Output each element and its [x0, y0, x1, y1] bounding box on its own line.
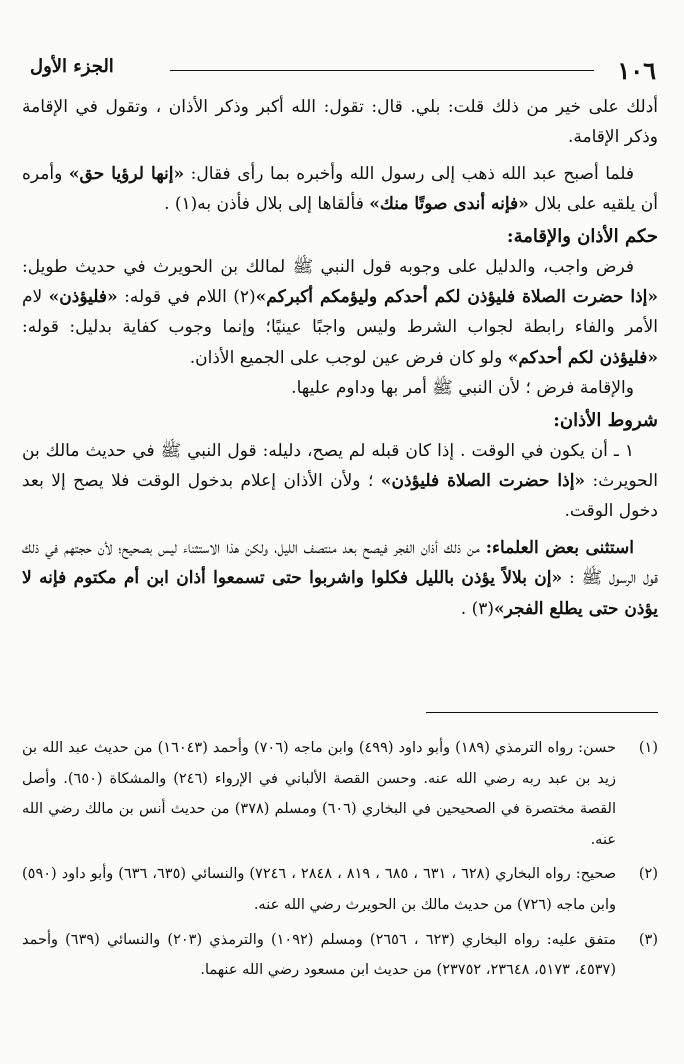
footnote-3 — [22, 925, 658, 986]
footnote-text: حسن: رواه الترمذي (١٨٩) وأبو داود (٤٩٩) وابن ماجه (٧٠٦) وأحمد (١٦٠٤٣) من حديث عبد الله بن زيد بن عبد ربه رضي الله عنه. وحسن القصة الألباني في الإرواء (٢٤٦) والمشكاة (٦٥٠). وأصل القصة مختصرة في الصحيحين في البخاري (٦٠٦) ومسلم (٣٧٨) من حديث أنس بن مالك رضي الله عنه. — [22, 740, 617, 848]
text-span: وأمره أن يلقيه على بلال — [22, 163, 658, 215]
main-text — [22, 92, 658, 624]
text-span: فلما أصبح عبد الله ذهب إلى رسول الله وأخبره بما رأى فقال: — [184, 163, 634, 184]
text-span: فألقاها إلى بلال فأذن به(١) . — [164, 194, 370, 215]
bold-lead: استثنى بعض العلماء: — [485, 537, 634, 558]
hadith-quote: «إن بلالاً يؤذن بالليل فكلوا واشربوا حتى تسمعوا أذان ابن أم مكتوم فإنه لا يؤذن حتى يطلع الفجر» — [22, 568, 658, 619]
footnote-rule — [426, 712, 658, 713]
footnotes — [22, 733, 658, 986]
text-span: لام الأمر والفاء رابطة لجواب الشرط وليس واجبًا عينيًا؛ وإنما وجوب كفاية بدليل: قوله: — [22, 287, 658, 338]
hadith-quote: «فليؤذن لكم أحدكم» — [507, 347, 658, 368]
hadith-quote: «إنها لرؤيا حق» — [68, 163, 185, 184]
page-header — [30, 50, 656, 86]
text-span: (٣) . — [460, 598, 495, 619]
paragraph-2 — [22, 159, 658, 220]
footnote-number: (٢) — [638, 866, 658, 883]
footnote-text: متفق عليه: رواه البخاري (٦٢٣ ، ٢٦٥٦) ومسلم (١٠٩٢) والترمذي (٢٠٣) والنسائي (٦٣٩) وأحمد (٤٥٣٧، ٥١٧٣، ٢٣٦٤٨، ٢٣٧٥٢) من حديث ابن مسعود رضي الله عنهما. — [22, 931, 616, 979]
footnote-2 — [22, 859, 658, 920]
running-title: الجزء الأول — [30, 56, 114, 77]
hadith-quote: «فإنه أندى صوتًا منك» — [369, 194, 529, 215]
hadith-quote: «إذا حضرت الصلاة فليؤذن لكم أحدكم وليؤمكم أكبركم» — [255, 287, 658, 308]
text-span: ؛ ولأن الأذان إعلام بدخول الوقت فلا يصح إلا بعد دخول الوقت. — [22, 471, 658, 522]
hadith-quote: «إذا حضرت الصلاة فليؤذن» — [380, 471, 586, 492]
footnote-number: (١) — [638, 740, 658, 756]
text-span: (٢) اللام في قوله: — [117, 287, 256, 308]
hadith-quote: «فليؤذن» — [48, 287, 118, 308]
text-span: فرض واجب، والدليل على وجوبه قول النبي ﷺ لمالك بن الحويرث في حديث طويل: — [22, 256, 634, 277]
text-span: ١ ـ أن يكون في الوقت . إذا كان قبله لم يصح، دليله: قول النبي ﷺ في حديث مالك بن الحويرث: — [22, 440, 658, 492]
page-number: ١٠٦ — [617, 56, 656, 85]
paragraph-6 — [22, 533, 658, 624]
footnote-1 — [22, 733, 658, 855]
text-span: ولو كان فرض عين لوجب على الجميع الأذان. — [189, 347, 508, 368]
paragraph-3 — [22, 252, 658, 374]
text-span: من ذلك أذان الفجر فيصح بعد منتصف الليل، ولكن هذا الاستثناء ليس بصحيح؛ لأن حجتهم في ذلك قول الرسول ﷺ : — [22, 537, 658, 589]
footnote-text: صحيح: رواه البخاري (٦٢٨ ، ٦٣١ ، ٦٨٥ ، ٨١٩ ، ٢٨٤٨ ، ٧٢٤٦) والنسائي (٦٣٥، ٦٣٦) وأبو داود (٥٩٠) وابن ماجه (٧٢٦) من حديث مالك بن الحويرث رضي الله عنه. — [22, 866, 617, 913]
section-heading-conditions: شروط الأذان: — [553, 409, 658, 431]
paragraph-4: والإقامة فرض ؛ لأن النبي ﷺ أمر بها وداوم عليها. — [291, 378, 634, 399]
footnote-number: (٣) — [638, 931, 658, 948]
section-heading-ruling: حكم الأذان والإقامة: — [506, 225, 658, 247]
header-rule — [170, 70, 594, 71]
paragraph-1: أدلك على خير من ذلك قلت: بلي. قال: تقول: الله أكبر وذكر الأذان ، وتقول في الإقامة وذكر الإقامة. — [22, 97, 658, 148]
paragraph-5 — [22, 436, 658, 527]
